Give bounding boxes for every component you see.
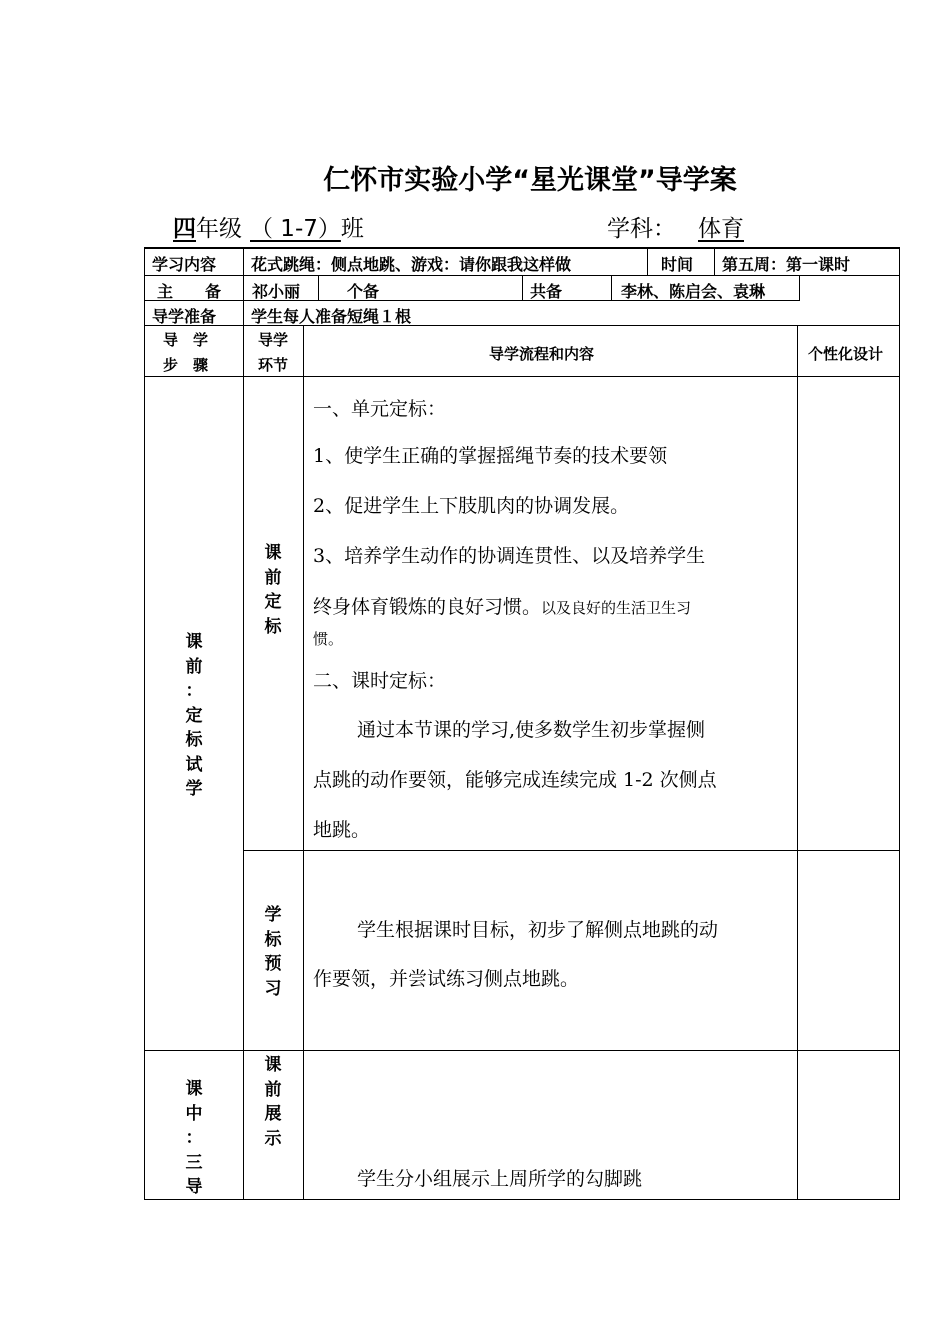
time-label: 时间 <box>661 255 694 274</box>
subject-value: 体育 <box>698 216 744 242</box>
time-value: 第五周：第一课时 <box>722 255 851 274</box>
main-prep-label: 主 备 <box>157 282 222 301</box>
prep-label: 导学准备 <box>152 307 217 326</box>
flow-header: 导学流程和内容 <box>489 345 595 363</box>
grade-value: 四 <box>173 216 196 242</box>
class-label: 班 <box>340 216 364 242</box>
stage-mid-label: 课 中 ： 三 导 <box>185 1079 203 1197</box>
stage-pre-label: 课 前 ： 定 标 试 学 <box>185 632 203 799</box>
main-prep-value: 祁小丽 <box>252 282 301 301</box>
personal-prep-label: 个备 <box>347 282 380 301</box>
content-value: 花式跳绳：侧点地跳、游戏：请你跟我这样做 <box>251 255 572 274</box>
grade-line <box>173 210 364 243</box>
subject-line <box>607 210 762 243</box>
steps-header-2: 步 骤 <box>163 356 209 374</box>
grade-label: 年级 <box>196 216 242 242</box>
design-header: 个性化设计 <box>808 345 884 363</box>
links-header-1: 导学 <box>258 331 289 349</box>
steps-header-1: 导 学 <box>163 331 209 349</box>
shared-prep-value: 李林、陈启会、袁琳 <box>621 282 766 301</box>
prep-value: 学生每人准备短绳１根 <box>251 307 412 326</box>
page-title: 仁怀市实验小学“星光课堂”导学案 <box>323 165 737 196</box>
content-label: 学习内容 <box>152 255 217 274</box>
link-show-label: 课 前 展 示 <box>264 1055 282 1149</box>
subject-label: 学科： <box>607 216 676 242</box>
class-value: （ 1-7） <box>250 216 341 242</box>
shared-prep-label: 共备 <box>530 282 563 301</box>
links-header-2: 环节 <box>258 356 289 374</box>
link-goal-label: 课 前 定 标 <box>264 543 282 637</box>
link-preview-label: 学 标 预 习 <box>264 905 282 999</box>
